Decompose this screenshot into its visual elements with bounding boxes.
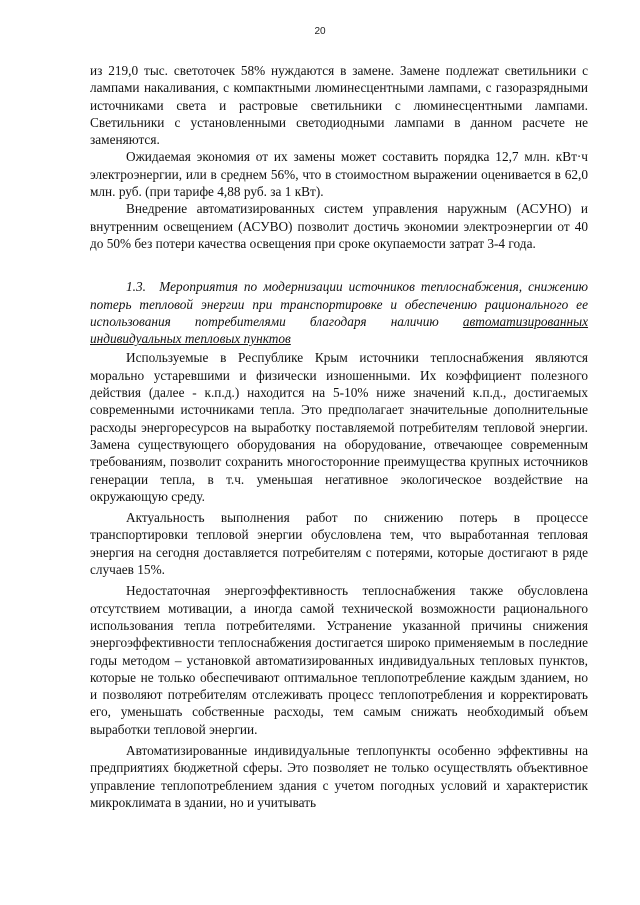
section-paragraph-4: Автоматизированные индивидуальные теплопункты особенно эффективны на предприятиях бюджетной сферы. Это позволяет не только осуществлять объективное управление теплопотреблением здания с учетом погодных условий и характеристик микроклимата в здании, но и учитывать	[90, 742, 588, 810]
section-number: 1.3.	[126, 279, 146, 295]
section-heading	[90, 278, 588, 347]
paragraph-3: Внедрение автоматизированных систем управления наружным (АСУНО) и внутренним освещением (АСУВО) позволит достичь экономии электроэнергии от 40 до 50% без потери качества освещения при сроке окупаемости затрат 3-4 года.	[90, 201, 588, 251]
section-paragraph-3: Недостаточная энергоэффективность теплоснабжения также обусловлена отсутствием мотивации, а иногда самой технической возможности рационального использования тепла потребителями. Устранение указанной причины снижения энергоэффективности теплоснабжения достигается широко применяемым в последние годы методом – установкой автоматизированных индивидуальных тепловых пунктов, которые не только обеспечивают оптимальное теплопотребление каждым зданием, но и позволяют потребителям отслеживать процесс теплопотребления и корректировать его, уменьшать собственные расходы, тем самым снижать необходимый объем выработки тепловой энергии.	[90, 583, 588, 737]
section-paragraph-1: Используемые в Республике Крым источники теплоснабжения являются морально устаревшими и физически изношенными. Их коэффициент полезного действия (далее - к.п.д.) находится на 5-10% ниже значений к.п.д., достигаемых современными источниками тепла. Это предполагает значительные дополнительные расходы энергоресурсов на выработку поставляемой потребителям тепловой энергии. Замена существующего оборудования на оборудование, отвечающее современным требованиям, позволит сохранить многосторонние преимущества крупных источников генерации тепла, в т.ч. уменьшая негативное экологическое воздействие на окружающую среду.	[90, 350, 588, 504]
page-number: 20	[314, 26, 326, 37]
paragraph-2: Ожидаемая экономия от их замены может составить порядка 12,7 млн. кВт·ч электроэнергии, или в среднем 56%, что в стоимостном выражении оценивается в 62,0 млн. руб. (при тарифе 4,88 руб. за 1 кВт).	[90, 149, 588, 200]
section-title-underlined: автоматизированных индивидуальных тепловых пунктов	[90, 313, 588, 347]
paragraph-1: из 219,0 тыс. светоточек 58% нуждаются в замене. Замене подлежат светильники с лампами накаливания, с компактными люминесцентными лампами, с газоразрядными источниками света и растровые светильники с люминесцентными лампами. Светильники с установленными светодиодными лампами в данном расчете не заменяются.	[90, 63, 588, 148]
page-body	[90, 62, 588, 811]
section-paragraph-2: Актуальность выполнения работ по снижению потерь в процессе транспортировки тепловой энергии обусловлена тем, что выработанная тепловая энергия на сегодня доставляется потребителям с потерями, которые достигают в ряде случаев 15%.	[90, 510, 588, 578]
section-title: Мероприятия по модернизации источников теплоснабжения, снижению потерь тепловой энергии при транспортировке и обеспечению рационального ее использования потребителями благодаря наличию	[90, 279, 588, 329]
